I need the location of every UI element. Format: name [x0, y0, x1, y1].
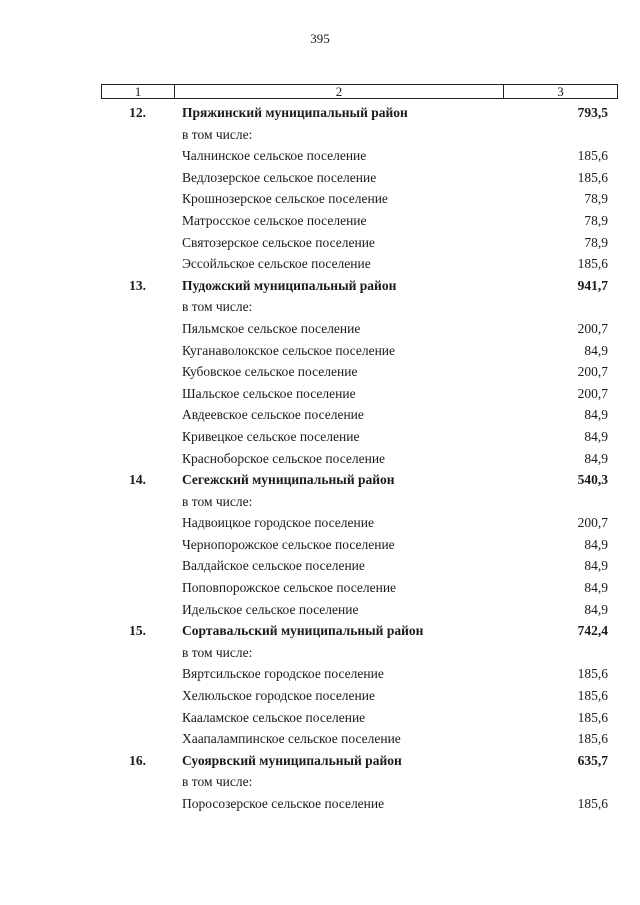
table-row	[0, 166, 640, 188]
row-value: 185,6	[577, 731, 608, 747]
table-row	[0, 447, 640, 469]
row-name: Матросское сельское поселение	[182, 212, 367, 228]
row-value: 200,7	[577, 320, 608, 336]
row-value: 185,6	[577, 796, 608, 811]
row-number: 14.	[129, 472, 146, 488]
row-value: 185,6	[577, 709, 608, 725]
row-value: 200,7	[577, 385, 608, 401]
row-name: Шальское сельское поселение	[182, 385, 356, 401]
row-value: 185,6	[577, 148, 608, 164]
row-name: Хаапалампинское сельское поселение	[182, 731, 401, 747]
row-name: Пудожский муниципальный район	[182, 277, 397, 293]
table-row	[0, 252, 640, 274]
row-number: 12.	[129, 105, 146, 120]
row-value: 200,7	[577, 364, 608, 380]
row-number: 13.	[129, 277, 146, 293]
row-name: Ведлозерское сельское поселение	[182, 169, 377, 185]
subheading-row	[0, 295, 640, 317]
district-row	[0, 468, 640, 490]
row-name: Хелюльское городское поселение	[182, 688, 375, 704]
row-name: Кривецкое сельское поселение	[182, 428, 360, 444]
row-name: Кубовское сельское поселение	[182, 364, 358, 380]
row-name: Поросозерское сельское поселение	[182, 796, 385, 811]
row-name: Чалнинское сельское поселение	[182, 148, 367, 164]
table-row	[0, 792, 640, 814]
row-name: в том числе:	[182, 126, 253, 142]
row-value: 200,7	[577, 515, 608, 531]
table-row	[0, 706, 640, 728]
row-name: Эссойльское сельское поселение	[182, 256, 371, 272]
header-col-1: 1	[102, 85, 175, 98]
row-name: в том числе:	[182, 493, 253, 509]
table-row	[0, 598, 640, 620]
row-name: Идельское сельское поселение	[182, 601, 359, 617]
table-row	[0, 360, 640, 382]
row-value: 941,7	[577, 277, 608, 293]
row-value: 84,9	[584, 407, 608, 423]
table-row	[0, 187, 640, 209]
page-number: 395	[310, 31, 330, 46]
table-body	[0, 101, 640, 814]
row-value: 84,9	[584, 558, 608, 574]
row-name: Пяльмское сельское поселение	[182, 320, 361, 336]
row-name: Пряжинский муниципальный район	[182, 105, 408, 120]
subheading-row	[0, 770, 640, 792]
row-value: 742,4	[577, 623, 608, 639]
row-name: Кааламское сельское поселение	[182, 709, 366, 725]
table-header	[101, 84, 618, 99]
table-row	[0, 231, 640, 253]
row-value: 185,6	[577, 688, 608, 704]
row-value: 84,9	[584, 580, 608, 596]
row-name: Сегежский муниципальный район	[182, 472, 395, 488]
table-row	[0, 727, 640, 749]
row-name: Суоярвский муниципальный район	[182, 752, 402, 768]
table-row	[0, 339, 640, 361]
row-name: Сортавальский муниципальный район	[182, 623, 424, 639]
row-name: в том числе:	[182, 774, 253, 790]
table-row	[0, 317, 640, 339]
table-row	[0, 554, 640, 576]
table-row	[0, 382, 640, 404]
subheading-row	[0, 641, 640, 663]
row-name: Крошнозерское сельское поселение	[182, 191, 388, 207]
row-number: 16.	[129, 752, 146, 768]
district-row	[0, 274, 640, 296]
table-row	[0, 662, 640, 684]
row-name: Валдайское сельское поселение	[182, 558, 365, 574]
header-col-2: 2	[175, 85, 504, 98]
district-row	[0, 619, 640, 641]
table-row	[0, 533, 640, 555]
row-name: Красноборское сельское поселение	[182, 450, 386, 466]
row-value: 78,9	[584, 234, 608, 250]
row-name: Надвоицкое городское поселение	[182, 515, 374, 531]
row-name: в том числе:	[182, 644, 253, 660]
row-value: 185,6	[577, 666, 608, 682]
row-value: 540,3	[577, 472, 608, 488]
row-value: 793,5	[577, 105, 608, 120]
row-name: Чернопорожское сельское поселение	[182, 536, 395, 552]
table-row	[0, 403, 640, 425]
row-value: 84,9	[584, 428, 608, 444]
subheading-row	[0, 123, 640, 145]
row-name: Поповпорожское сельское поселение	[182, 580, 397, 596]
table-row	[0, 511, 640, 533]
table-row	[0, 684, 640, 706]
row-name: Авдеевское сельское поселение	[182, 407, 364, 423]
row-name: Святозерское сельское поселение	[182, 234, 375, 250]
row-name: Вяртсильское городское поселение	[182, 666, 384, 682]
row-value: 185,6	[577, 169, 608, 185]
subheading-row	[0, 490, 640, 512]
header-col-3: 3	[557, 84, 564, 99]
row-value: 78,9	[584, 212, 608, 228]
row-value: 84,9	[584, 601, 608, 617]
row-value: 84,9	[584, 342, 608, 358]
row-name: в том числе:	[182, 299, 253, 315]
row-value: 185,6	[577, 256, 608, 272]
district-row	[0, 101, 640, 123]
row-value: 84,9	[584, 450, 608, 466]
row-name: Куганаволокское сельское поселение	[182, 342, 396, 358]
district-row	[0, 749, 640, 771]
table-row	[0, 144, 640, 166]
table-row	[0, 209, 640, 231]
row-value: 84,9	[584, 536, 608, 552]
row-value: 78,9	[584, 191, 608, 207]
row-value: 635,7	[577, 752, 608, 768]
row-number: 15.	[129, 623, 146, 639]
table-row	[0, 576, 640, 598]
table-row	[0, 425, 640, 447]
